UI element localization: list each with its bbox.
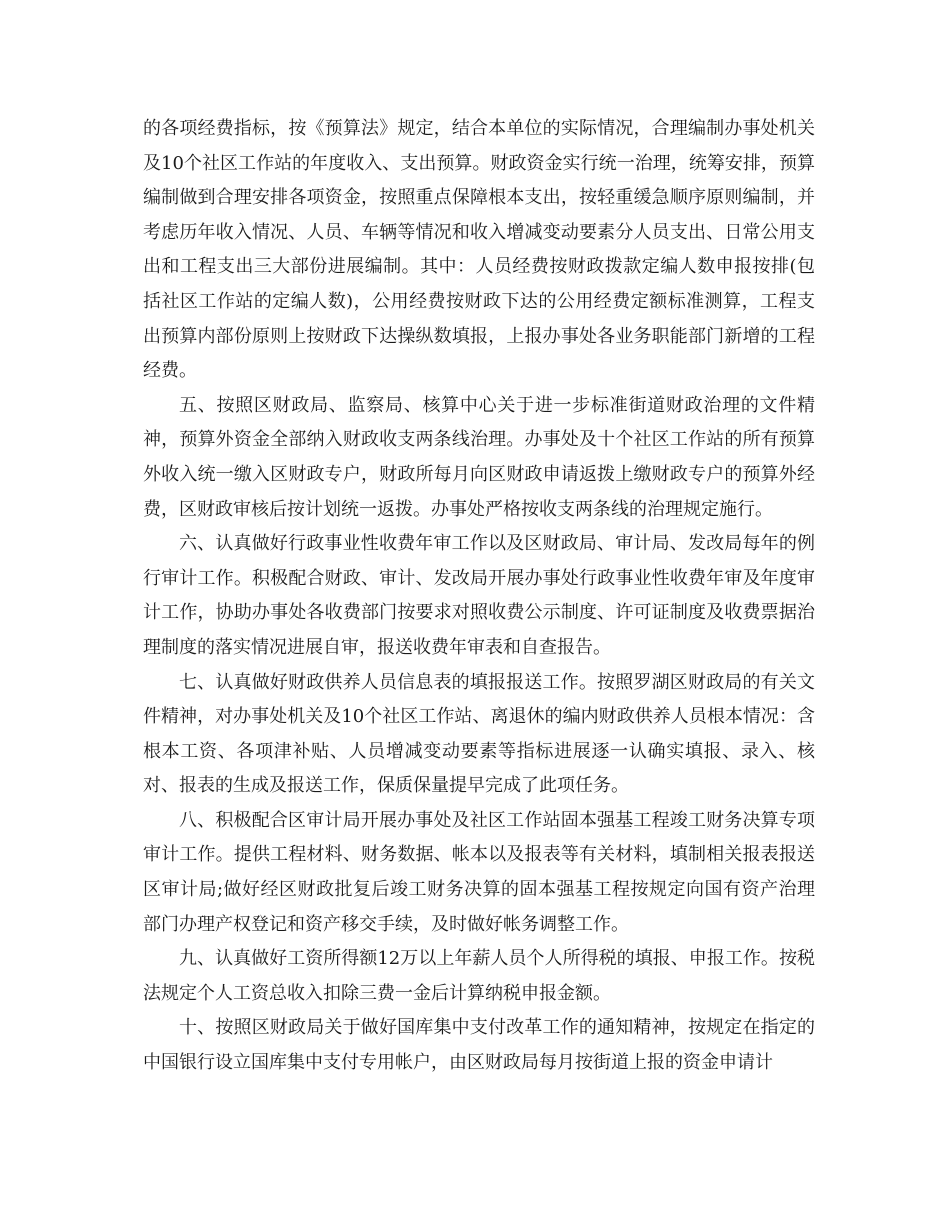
paragraph-budget-preparation: 的各项经费指标，按《预算法》规定，结合本单位的实际情况，合理编制办事处机关及10个社区工作站的年度收入、支出预算。财政资金实行统一治理，统筹安排，预算编制做到合理安排各项资金，按照重点保障根本支出，按轻重缓急顺序原则编制，并考虑历年收入情况、人员、车辆等情况和收入增减变动要素分人员支出、日常公用支出和工程支出三大部份进展编制。其中：人员经费按财政拨款定编人数申报按排(包括社区工作站的定编人数)，公用经费按财政下达的公用经费定额标准测算，工程支出预算内部份原则上按财政下达操纵数填报，上报办事处各业务职能部门新增的工程经费。	[143, 118, 815, 382]
paragraph-item-9: 九、认真做好工资所得额12万以上年薪人员个人所得税的填报、申报工作。按税法规定个人工资总收入扣除三费一金后计算纳税申报金额。	[143, 948, 815, 1004]
paragraph-item-8: 八、积极配合区审计局开展办事处及社区工作站固本强基工程竣工财务决算专项审计工作。提供工程材料、财务数据、帐本以及报表等有关材料，填制相关报表报送区审计局;做好经区财政批复后竣工财务决算的固本强基工程按规定向国有资产治理部门办理产权登记和资产移交手续，及时做好帐务调整工作。	[143, 809, 815, 935]
document-body	[143, 112, 815, 1081]
paragraph-item-5: 五、按照区财政局、监察局、核算中心关于进一步标准街道财政治理的文件精神，预算外资金全部纳入财政收支两条线治理。办事处及十个社区工作站的所有预算外收入统一缴入区财政专户，财政所每月向区财政申请返拨上缴财政专户的预算外经费，区财政审核后按计划统一返拨。办事处严格按收支两条线的治理规定施行。	[143, 394, 815, 520]
paragraph-item-10: 十、按照区财政局关于做好国库集中支付改革工作的通知精神，按规定在指定的中国银行设立国库集中支付专用帐户，由区财政局每月按街道上报的资金申请计	[143, 1017, 815, 1074]
paragraph-item-6: 六、认真做好行政事业性收费年审工作以及区财政局、审计局、发改局每年的例行审计工作。积极配合财政、审计、发改局开展办事处行政事业性收费年审及年度审计工作，协助办事处各收费部门按要求对照收费公示制度、许可证制度及收费票据治理制度的落实情况进展自审，报送收费年审表和自查报告。	[143, 533, 815, 658]
paragraph-item-7: 七、认真做好财政供养人员信息表的填报报送工作。按照罗湖区财政局的有关文件精神，对办事处机关及10个社区工作站、离退休的编内财政供养人员根本情况：含根本工资、各项津补贴、人员增减变动要素等指标进展逐一认确实填报、录入、核对、报表的生成及报送工作，保质保量提早完成了此项任务。	[143, 671, 815, 797]
